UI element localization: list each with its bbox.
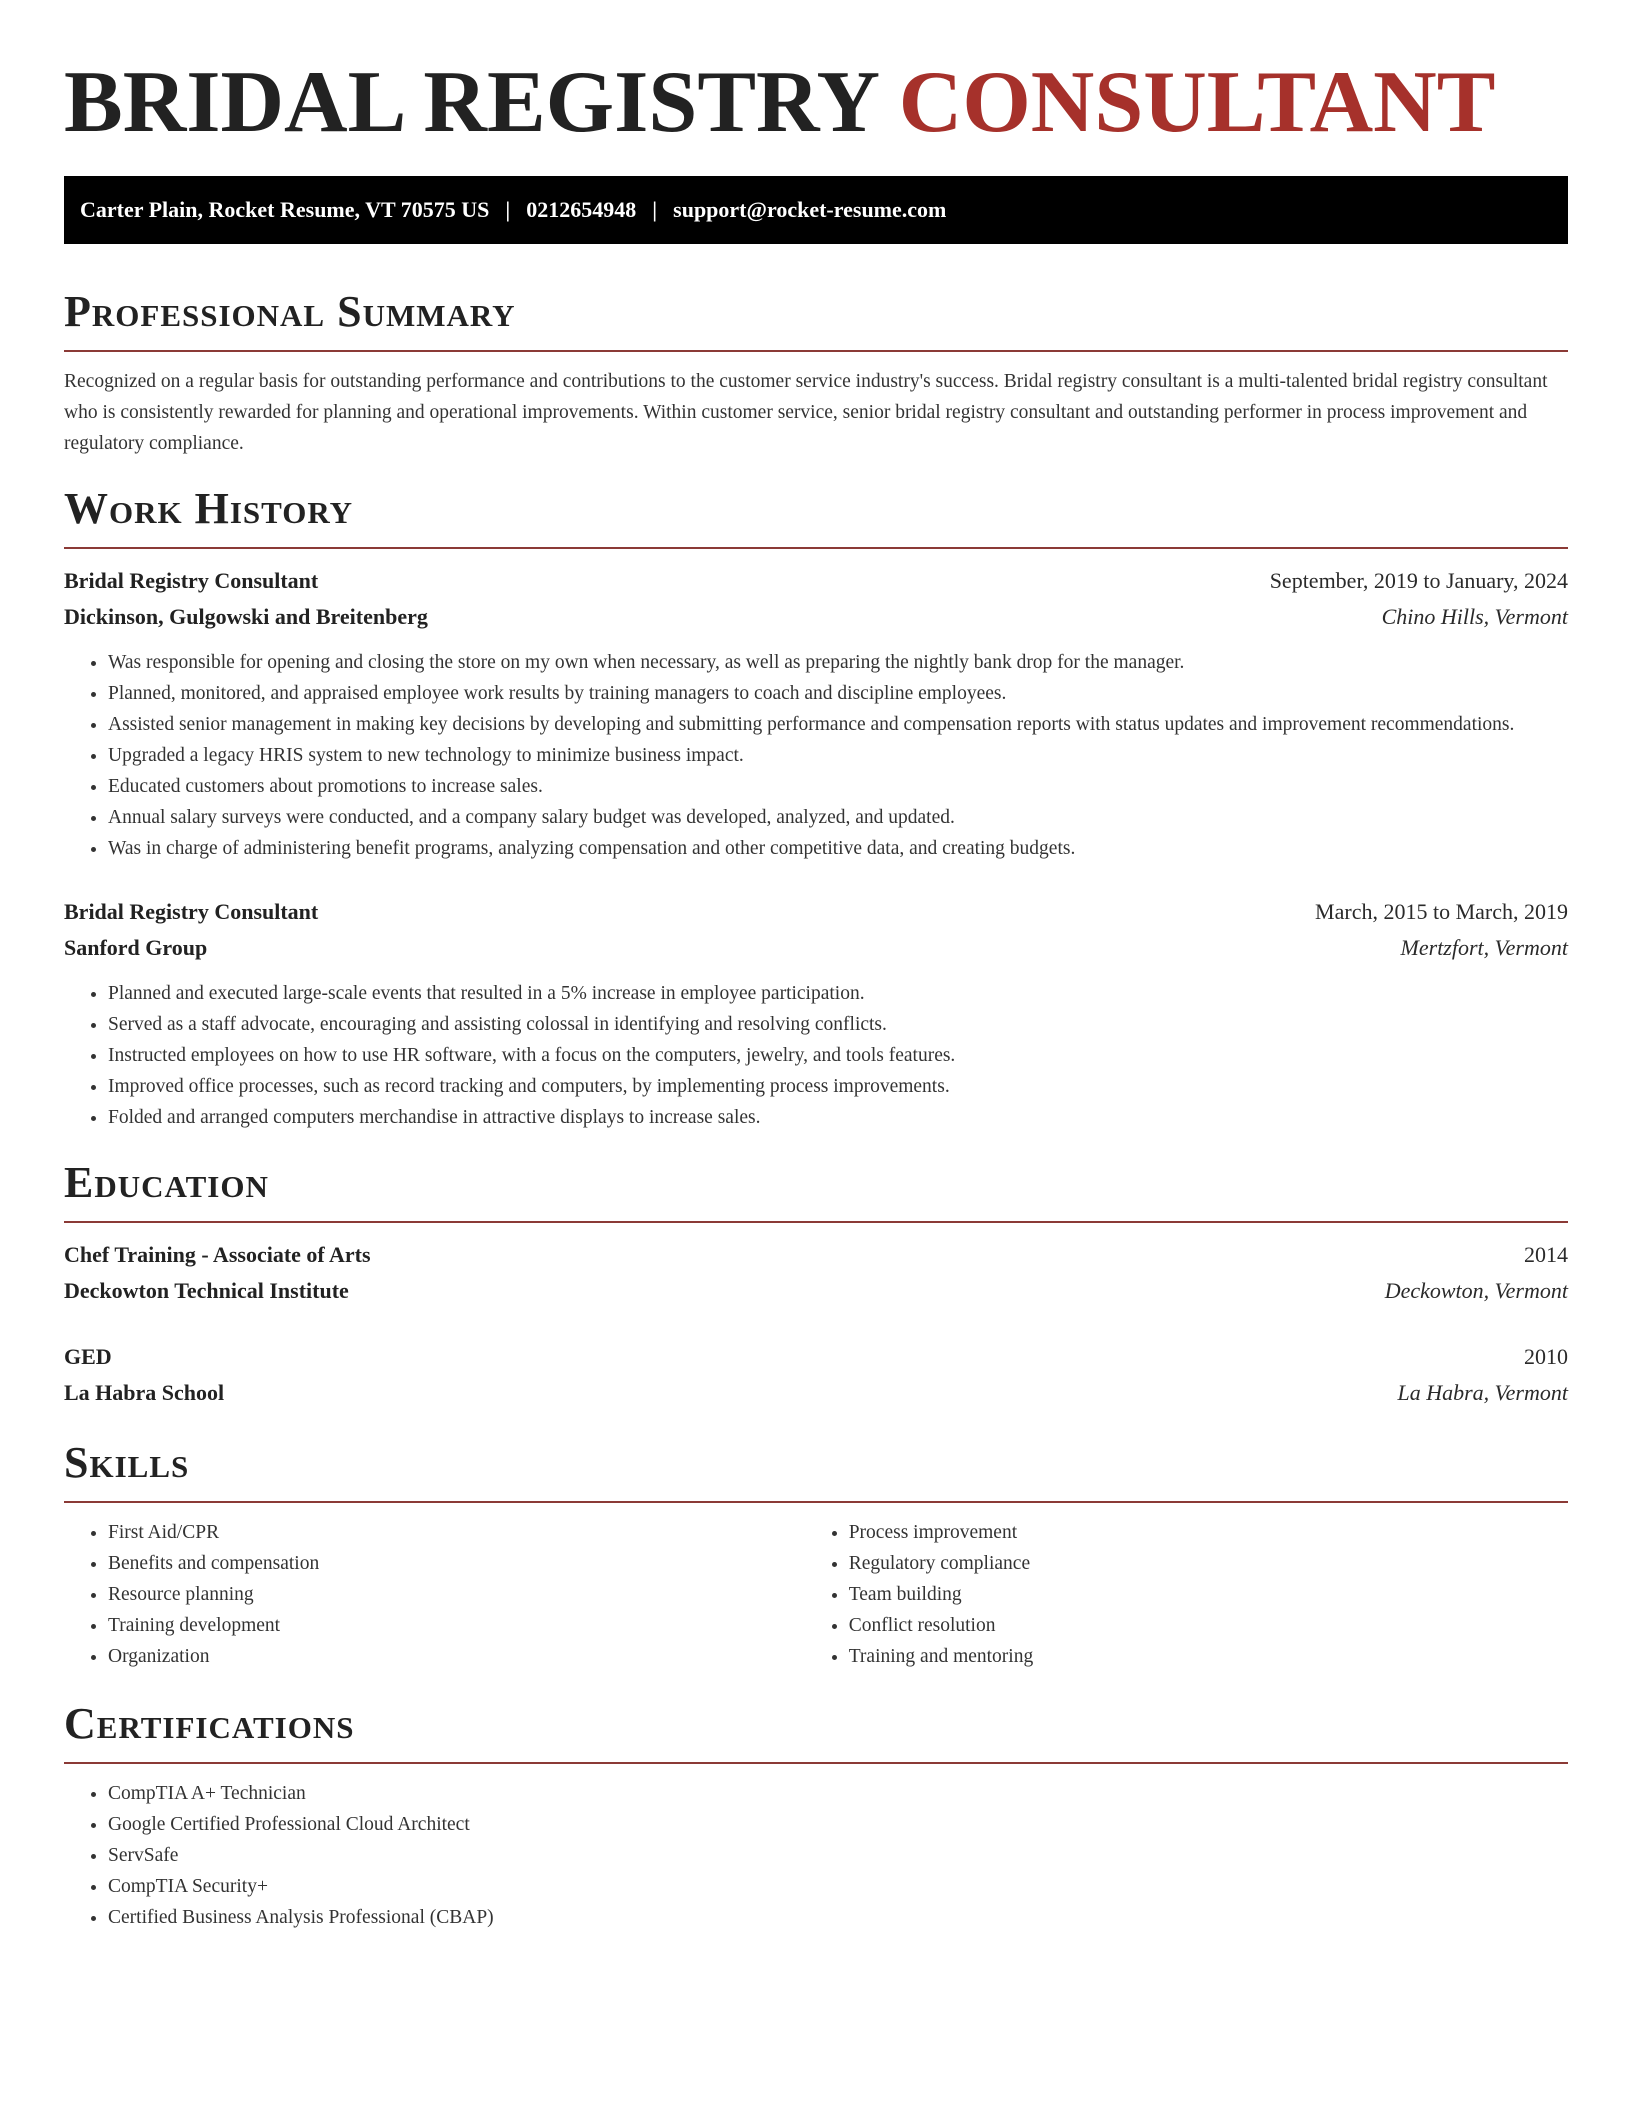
- education-section: [64, 1159, 1568, 1411]
- list-item: • Assisted senior management in making key decisions by developing and submitting performance and compensation reports with status updates and improvement recommendations.: [108, 709, 1568, 740]
- education-entry: [64, 1339, 1568, 1411]
- certification-item: • CompTIA A+ Technician: [108, 1778, 1568, 1809]
- list-item: • Was responsible for opening and closing the store on my own when necessary, as well as preparing the nightly bank drop for the manager.: [108, 647, 1568, 678]
- skill-item: • Conflict resolution: [849, 1610, 1568, 1641]
- certifications-section: [64, 1700, 1568, 1933]
- certification-item: • Certified Business Analysis Professional (CBAP): [108, 1902, 1568, 1933]
- education-list: [64, 1237, 1568, 1411]
- entry-row: [64, 930, 1568, 966]
- section-title-work: Work History: [64, 484, 354, 533]
- skill-item: • Benefits and compensation: [108, 1548, 805, 1579]
- entry-row: [64, 894, 1568, 930]
- section-divider: [64, 1221, 1568, 1223]
- entry-row: [64, 599, 1568, 635]
- education-location: Deckowton, Vermont: [1384, 1278, 1568, 1303]
- skills-grid: [64, 1517, 1568, 1672]
- list-item: • Was in charge of administering benefit programs, analyzing compensation and other competitive data, and creating budgets.: [108, 833, 1568, 864]
- section-title-summary: Professional Summary: [64, 287, 516, 336]
- skill-item: • Process improvement: [849, 1517, 1568, 1548]
- contact-email: support@rocket-resume.com: [673, 197, 947, 222]
- skills-column-left: [64, 1517, 805, 1672]
- skill-item: • Training and mentoring: [849, 1641, 1568, 1672]
- contact-bar: [64, 176, 1568, 244]
- job-company: Dickinson, Gulgowski and Breitenberg: [64, 604, 428, 629]
- section-divider: [64, 350, 1568, 352]
- list-item: • Annual salary surveys were conducted, and a company salary budget was developed, analyzed, and updated.: [108, 802, 1568, 833]
- entry-row: [64, 1237, 1568, 1273]
- entry-row: [64, 1273, 1568, 1309]
- section-divider: [64, 1501, 1568, 1503]
- skill-item: • Resource planning: [108, 1579, 805, 1610]
- entry-row: [64, 563, 1568, 599]
- contact-separator: |: [652, 197, 658, 222]
- skill-item: • First Aid/CPR: [108, 1517, 805, 1548]
- list-item: • Improved office processes, such as record tracking and computers, by implementing process improvements.: [108, 1071, 1568, 1102]
- certification-item: • Google Certified Professional Cloud Architect: [108, 1809, 1568, 1840]
- list-item: • Served as a staff advocate, encouraging and assisting colossal in identifying and resolving conflicts.: [108, 1009, 1568, 1040]
- education-school: Deckowton Technical Institute: [64, 1278, 349, 1303]
- education-year: 2014: [1524, 1242, 1568, 1267]
- job-dates: March, 2015 to March, 2019: [1315, 899, 1568, 924]
- education-degree: GED: [64, 1344, 112, 1369]
- list-item: • Planned and executed large-scale events that resulted in a 5% increase in employee participation.: [108, 978, 1568, 1009]
- skill-item: • Organization: [108, 1641, 805, 1672]
- skills-section: [64, 1439, 1568, 1672]
- education-location: La Habra, Vermont: [1397, 1380, 1568, 1405]
- resume-page: [64, 50, 1568, 1933]
- job-title: Bridal Registry Consultant: [64, 899, 319, 924]
- list-item: • Folded and arranged computers merchandise in attractive displays to increase sales.: [108, 1102, 1568, 1133]
- list-item: • Educated customers about promotions to increase sales.: [108, 771, 1568, 802]
- resume-name: [64, 50, 1568, 156]
- section-divider: [64, 1762, 1568, 1764]
- name-accent: CONSULTANT: [898, 54, 1496, 151]
- job-bullets: [64, 978, 1568, 1133]
- list-item: • Upgraded a legacy HRIS system to new technology to minimize business impact.: [108, 740, 1568, 771]
- contact-address: Carter Plain, Rocket Resume, VT 70575 US: [80, 197, 490, 222]
- skill-item: • Regulatory compliance: [849, 1548, 1568, 1579]
- contact-separator: |: [505, 197, 511, 222]
- summary-section: [64, 288, 1568, 459]
- job-location: Mertzfort, Vermont: [1400, 935, 1568, 960]
- section-title-education: Education: [64, 1158, 269, 1207]
- job-title: Bridal Registry Consultant: [64, 568, 319, 593]
- section-divider: [64, 547, 1568, 549]
- job-location: Chino Hills, Vermont: [1381, 604, 1568, 629]
- list-item: • Instructed employees on how to use HR software, with a focus on the computers, jewelry, and tools features.: [108, 1040, 1568, 1071]
- summary-text: Recognized on a regular basis for outstanding performance and contributions to the customer service industry's success. Bridal registry consultant is a multi-talented bridal registry consultant who is consistently rewarded for planning and operational improvements. Within customer service, senior bridal registry consultant and outstanding performer in process improvement and regulatory compliance.: [64, 371, 1548, 454]
- education-year: 2010: [1524, 1344, 1568, 1369]
- name-first: BRIDAL REGISTRY: [64, 54, 877, 151]
- entry-row: [64, 1375, 1568, 1411]
- skill-item: • Team building: [849, 1579, 1568, 1610]
- certification-item: • ServSafe: [108, 1840, 1568, 1871]
- contact-phone: 0212654948: [526, 197, 637, 222]
- section-title-skills: Skills: [64, 1438, 190, 1487]
- list-item: • Planned, monitored, and appraised employee work results by training managers to coach and discipline employees.: [108, 678, 1568, 709]
- certification-item: • CompTIA Security+: [108, 1871, 1568, 1902]
- certifications-list: [64, 1778, 1568, 1933]
- education-entry: [64, 1237, 1568, 1309]
- job-bullets: [64, 647, 1568, 864]
- education-degree: Chef Training - Associate of Arts: [64, 1242, 371, 1267]
- job-company: Sanford Group: [64, 935, 208, 960]
- section-title-certifications: Certifications: [64, 1699, 355, 1748]
- skills-column-right: [805, 1517, 1568, 1672]
- work-section: [64, 485, 1568, 1133]
- job-entry: [64, 894, 1568, 1133]
- job-dates: September, 2019 to January, 2024: [1269, 568, 1568, 593]
- job-list: [64, 563, 1568, 1133]
- skill-item: • Training development: [108, 1610, 805, 1641]
- education-school: La Habra School: [64, 1380, 225, 1405]
- entry-row: [64, 1339, 1568, 1375]
- job-entry: [64, 563, 1568, 864]
